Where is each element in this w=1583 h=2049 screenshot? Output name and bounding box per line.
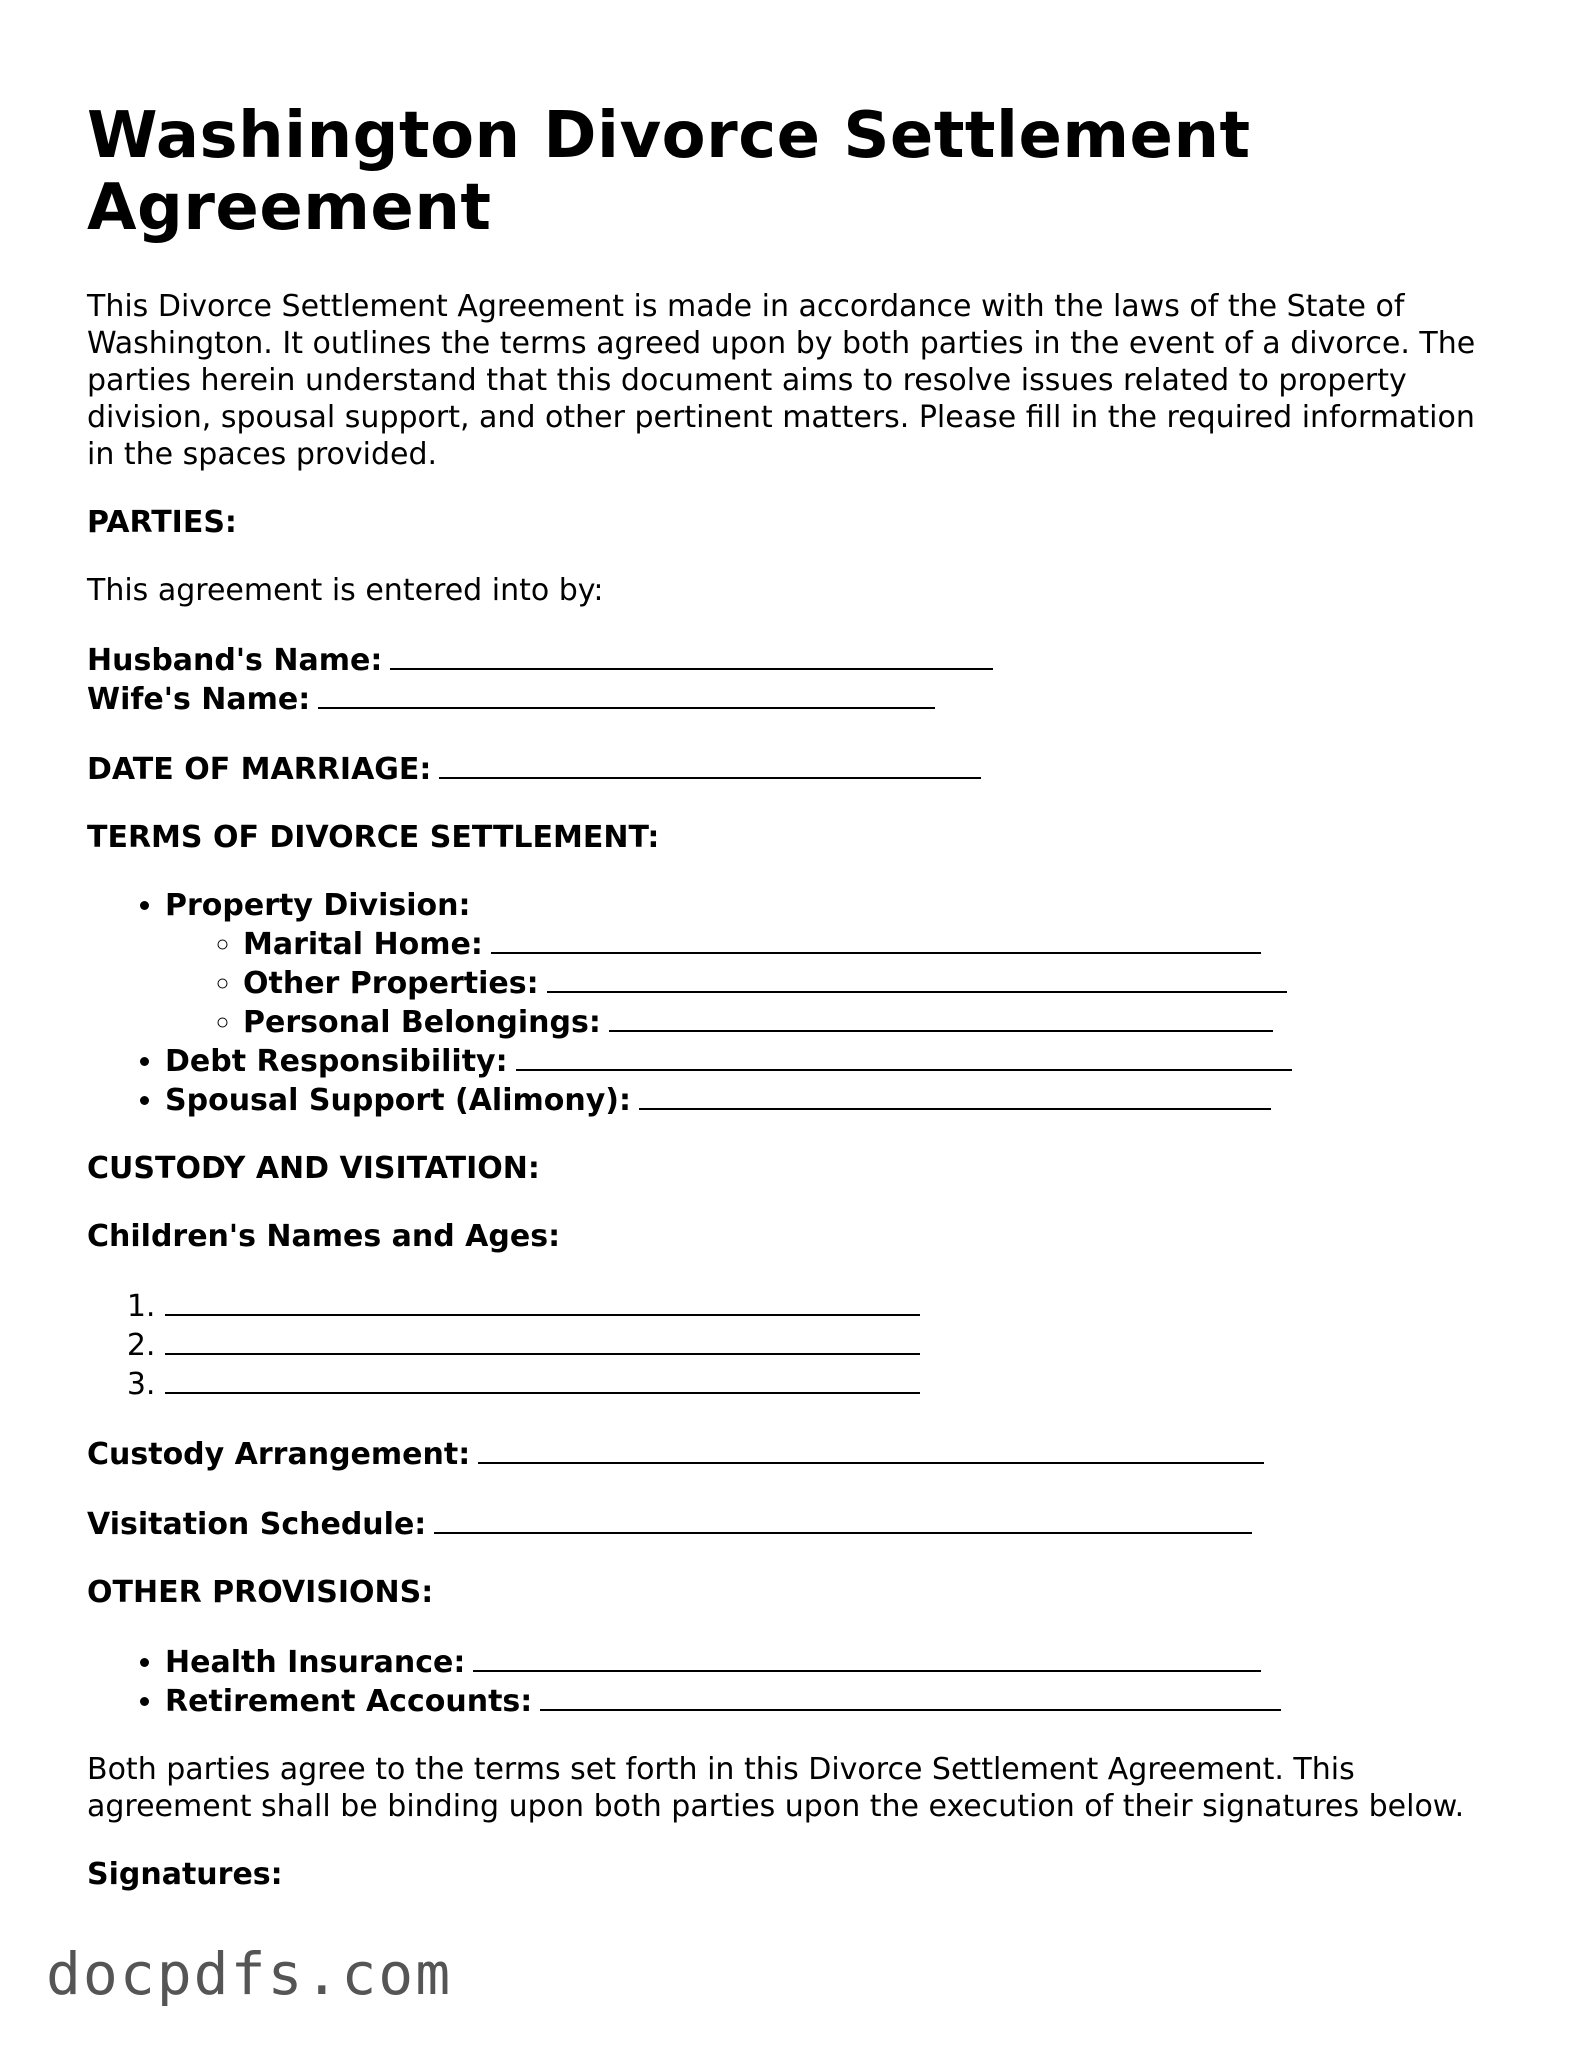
other-provisions-heading: OTHER PROVISIONS:	[87, 1575, 434, 1610]
husband-name-label: Husband's Name:	[87, 643, 383, 678]
marriage-date-label: DATE OF MARRIAGE:	[87, 752, 432, 787]
visitation-schedule-row	[87, 1504, 1507, 1543]
names-block	[87, 640, 1507, 718]
wife-name-row	[87, 679, 1507, 718]
visitation-schedule-field[interactable]	[434, 1504, 1252, 1534]
intro-paragraph: This Divorce Settlement Agreement is made in accordance with the laws of the State of Washington. It outlines the terms agreed upon by both parties in the event of a divorce. The parties herein understand that this document aims to resolve issues related to property division, spousal support, and other pertinent matters. Please fill in the required information in the spaces provided.	[87, 289, 1476, 472]
custody-arrangement-row	[87, 1434, 1507, 1473]
watermark-text: docpdfs.com	[46, 1940, 453, 2008]
closing-paragraph: Both parties agree to the terms set forth in this Divorce Settlement Agreement. This agreement shall be binding upon both parties upon the execution of their signatures below.	[87, 1752, 1465, 1824]
other-properties-label: Other Properties:	[243, 966, 539, 1001]
list-item	[165, 1364, 1507, 1403]
other-provisions-list	[87, 1642, 1507, 1720]
visitation-schedule-label: Visitation Schedule:	[87, 1507, 427, 1542]
wife-name-label: Wife's Name:	[87, 682, 311, 717]
list-item	[165, 1325, 1507, 1364]
list-item	[165, 1642, 1507, 1681]
personal-belongings-field[interactable]	[609, 1002, 1273, 1032]
marital-home-label: Marital Home:	[243, 927, 483, 962]
marriage-date-row	[87, 749, 1507, 788]
retirement-accounts-label: Retirement Accounts:	[165, 1684, 533, 1719]
list-item	[165, 1080, 1507, 1119]
children-list	[87, 1286, 1507, 1403]
retirement-accounts-field[interactable]	[540, 1681, 1281, 1711]
marital-home-field[interactable]	[491, 924, 1261, 954]
list-item	[243, 924, 1507, 963]
wife-name-field[interactable]	[318, 679, 935, 709]
child-3-field[interactable]	[165, 1364, 920, 1394]
custody-heading: CUSTODY AND VISITATION:	[87, 1151, 540, 1186]
terms-heading: TERMS OF DIVORCE SETTLEMENT:	[87, 820, 660, 855]
spousal-support-label: Spousal Support (Alimony):	[165, 1083, 631, 1118]
terms-list	[87, 887, 1507, 1119]
custody-arrangement-field[interactable]	[478, 1434, 1264, 1464]
list-item	[243, 1002, 1507, 1041]
spousal-support-field[interactable]	[639, 1080, 1271, 1110]
list-item	[165, 1041, 1507, 1080]
husband-name-row	[87, 640, 1507, 679]
debt-responsibility-label: Debt Responsibility:	[165, 1044, 508, 1079]
list-item	[165, 887, 1507, 1041]
other-properties-field[interactable]	[547, 963, 1287, 993]
property-sublist	[165, 924, 1507, 1041]
child-1-field[interactable]	[165, 1286, 920, 1316]
husband-name-field[interactable]	[390, 640, 993, 670]
child-2-field[interactable]	[165, 1325, 920, 1355]
signatures-heading: Signatures:	[87, 1857, 283, 1892]
list-item	[243, 963, 1507, 1002]
document-page	[87, 100, 1507, 1924]
health-insurance-field[interactable]	[473, 1642, 1261, 1672]
list-item	[165, 1681, 1507, 1720]
parties-intro: This agreement is entered into by:	[87, 573, 604, 608]
children-heading: Children's Names and Ages:	[87, 1219, 561, 1254]
custody-arrangement-label: Custody Arrangement:	[87, 1437, 471, 1472]
health-insurance-label: Health Insurance:	[165, 1645, 466, 1680]
document-title: Washington Divorce Settlement Agreement	[87, 99, 1251, 245]
personal-belongings-label: Personal Belongings:	[243, 1005, 601, 1040]
debt-responsibility-field[interactable]	[516, 1041, 1292, 1071]
marriage-date-field[interactable]	[439, 749, 981, 779]
parties-heading: PARTIES:	[87, 505, 237, 540]
property-division-label: Property Division:	[165, 888, 471, 923]
list-item	[165, 1286, 1507, 1325]
